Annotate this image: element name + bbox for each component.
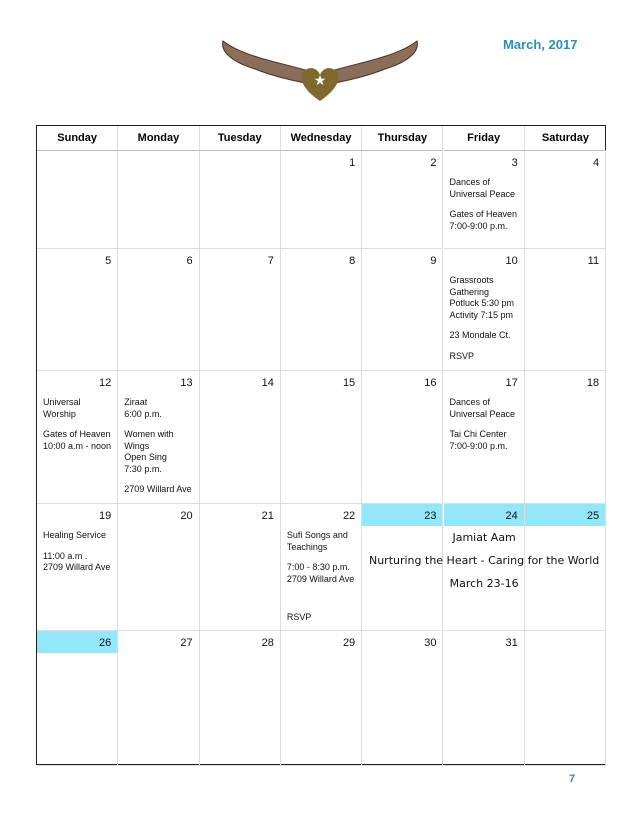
event-text	[450, 275, 522, 362]
event-text	[43, 397, 115, 452]
event-line: 11:00 a.m .	[43, 550, 88, 561]
day-cell[interactable]	[118, 504, 199, 631]
day-number: 12	[99, 377, 112, 389]
day-number: 9	[430, 255, 437, 267]
day-number: 15	[342, 377, 356, 389]
day-cell[interactable]	[444, 631, 525, 766]
day-cell[interactable]	[281, 631, 362, 766]
event-line: Dances of	[449, 397, 491, 407]
day-number: 3	[511, 157, 518, 169]
day-number: 11	[587, 255, 600, 267]
event-line	[124, 420, 196, 429]
day-number: 22	[342, 510, 356, 522]
event-line	[287, 553, 359, 562]
event-line	[450, 420, 522, 429]
event-line	[450, 321, 522, 330]
weekday-header: Sunday	[37, 126, 118, 151]
day-number: 6	[186, 255, 193, 267]
event-line: Wings	[124, 440, 150, 451]
weekday-header: Monday	[118, 126, 199, 151]
event-line	[287, 585, 359, 594]
event-line: 7:00-9:00 p.m.	[449, 440, 508, 451]
event-line	[124, 475, 196, 484]
event-line: Tai Chi Center	[449, 429, 507, 439]
event-text	[43, 530, 115, 574]
day-cell[interactable]	[118, 631, 199, 766]
event-line: 7:30 p.m.	[124, 463, 162, 474]
event-line: Gates of Heaven	[449, 209, 518, 219]
day-cell[interactable]	[525, 371, 606, 504]
day-number: 26	[99, 637, 112, 649]
day-cell[interactable]	[200, 631, 281, 766]
day-cell[interactable]	[37, 151, 118, 249]
day-cell[interactable]	[200, 371, 281, 504]
day-number: 30	[424, 637, 437, 649]
event-line: 10:00 a.m - noon	[43, 440, 112, 451]
day-cell[interactable]	[281, 249, 362, 371]
event-line: Worship	[43, 408, 76, 419]
weekday-header: Tuesday	[200, 126, 281, 151]
retreat-line3: March 23-16	[449, 577, 519, 590]
event-line: Activity 7:15 pm	[449, 309, 514, 320]
event-line: Sufi Songs and	[286, 530, 348, 540]
svg-text:★: ★	[313, 72, 327, 88]
event-line: Potluck 5:30 pm	[449, 298, 515, 308]
day-number: 14	[261, 377, 274, 389]
day-number: 4	[592, 157, 600, 169]
winged-heart-logo	[215, 33, 425, 108]
day-number: 16	[424, 377, 437, 389]
weekday-header: Saturday	[525, 126, 606, 151]
day-cell[interactable]	[118, 151, 199, 249]
event-text	[124, 397, 196, 496]
day-cell[interactable]	[37, 631, 118, 766]
day-cell[interactable]	[118, 371, 199, 504]
day-cell[interactable]	[37, 371, 118, 504]
day-cell[interactable]	[281, 151, 362, 249]
event-line: Gates of Heaven	[43, 429, 111, 439]
day-number: 20	[180, 510, 193, 522]
day-cell[interactable]	[444, 371, 525, 504]
day-cell[interactable]	[281, 371, 362, 504]
event-line	[450, 200, 522, 209]
day-cell[interactable]	[118, 249, 199, 371]
day-number: 28	[261, 637, 274, 649]
event-line	[450, 342, 522, 351]
event-line: Healing Service	[43, 530, 107, 540]
day-cell[interactable]	[444, 249, 525, 371]
event-line: Ziraat	[124, 397, 148, 407]
calendar-grid	[36, 125, 606, 765]
event-line: Teachings	[286, 541, 328, 552]
day-number: 25	[586, 510, 600, 522]
event-line: 23 Mondale Ct.	[449, 330, 511, 340]
event-line: RSVP	[286, 612, 312, 622]
month-title: March, 2017	[503, 37, 578, 52]
page-number: 7	[569, 773, 576, 785]
day-number: 19	[99, 510, 112, 522]
event-line: Open Sing	[124, 452, 167, 462]
event-line: 2709 Willard Ave	[286, 573, 355, 584]
event-line: Grassroots	[449, 275, 494, 285]
event-line: RSVP	[449, 350, 475, 361]
event-line: 2709 Willard Ave	[43, 562, 111, 572]
day-number: 1	[349, 157, 356, 169]
event-line: Gathering	[449, 286, 490, 297]
event-line	[287, 594, 359, 603]
event-line: 7:00 - 8:30 p.m.	[286, 562, 350, 572]
weekday-header: Wednesday	[281, 126, 362, 151]
event-text	[450, 177, 522, 232]
day-cell[interactable]	[37, 249, 118, 371]
day-cell[interactable]	[525, 151, 606, 249]
weekday-header: Thursday	[362, 126, 443, 151]
event-line: Universal Peace	[449, 188, 516, 199]
day-number: 5	[105, 255, 112, 267]
day-cell[interactable]	[200, 151, 281, 249]
day-number: 17	[505, 377, 518, 389]
event-text	[287, 530, 359, 624]
day-cell[interactable]	[362, 249, 443, 371]
day-cell[interactable]	[200, 504, 281, 631]
day-cell[interactable]	[444, 151, 525, 249]
day-cell[interactable]	[525, 249, 606, 371]
event-line: Dances of	[449, 177, 491, 187]
event-line: 2709 Willard Ave	[124, 484, 192, 494]
event-text	[450, 397, 522, 452]
event-line: Women with	[124, 429, 174, 439]
event-line	[43, 542, 115, 551]
event-line: Universal Peace	[449, 408, 516, 419]
day-number: 2	[430, 157, 437, 169]
day-number: 18	[586, 377, 600, 389]
day-number: 7	[267, 255, 274, 267]
day-number: 13	[180, 377, 193, 389]
day-cell[interactable]	[525, 631, 606, 766]
event-line	[43, 420, 115, 429]
day-number: 27	[180, 637, 193, 649]
event-line: Universal	[43, 397, 81, 407]
retreat-line2: Nurturing the Heart - Caring for the World	[368, 554, 600, 567]
day-number: 8	[349, 255, 356, 267]
retreat-line1: Jamiat Aam	[452, 531, 516, 544]
day-number: 24	[505, 510, 518, 522]
event-line: 7:00-9:00 p.m.	[449, 220, 508, 231]
day-cell[interactable]	[37, 504, 118, 631]
day-number: 23	[424, 510, 437, 522]
day-number: 21	[261, 510, 274, 522]
weekday-header: Friday	[444, 126, 525, 151]
day-cell[interactable]	[200, 249, 281, 371]
day-cell[interactable]	[362, 631, 443, 766]
day-number: 31	[505, 637, 518, 649]
day-cell[interactable]	[281, 504, 362, 631]
retreat-banner	[362, 526, 606, 595]
day-cell[interactable]	[362, 371, 443, 504]
event-line	[287, 603, 359, 612]
day-number: 10	[505, 255, 518, 267]
day-number: 29	[342, 637, 356, 649]
event-line: 6:00 p.m.	[124, 408, 162, 419]
day-cell[interactable]	[362, 151, 443, 249]
